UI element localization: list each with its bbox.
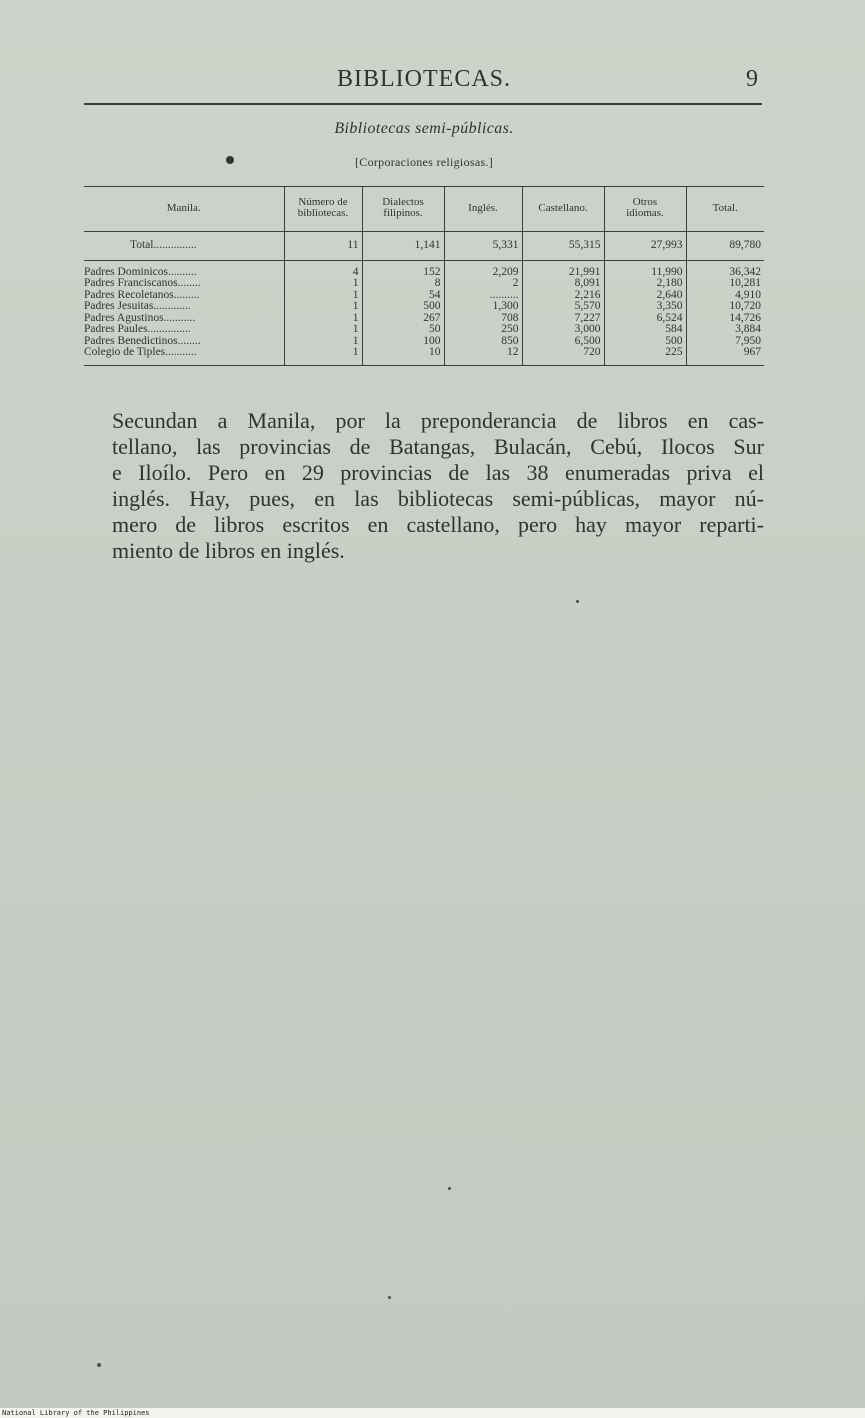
header-total — [686, 187, 764, 232]
table-cell: 267 — [362, 313, 444, 325]
table-cell: 11 — [284, 232, 362, 261]
header-text: Manila. — [166, 201, 201, 214]
table-cell: 2 — [444, 278, 522, 290]
table-cell: 152 — [362, 260, 444, 278]
header-manila — [84, 187, 284, 232]
table-cell: 21,991 — [522, 260, 604, 278]
table-cell: 7,950 — [686, 336, 764, 348]
table-cell: 3,350 — [604, 301, 686, 313]
header-text: idiomas. — [626, 207, 664, 219]
table-cell: 8,091 — [522, 278, 604, 290]
header-numero-bibliotecas — [284, 187, 362, 232]
running-head — [84, 66, 764, 106]
header-text: Número de — [298, 196, 348, 208]
table-cell: 4,910 — [686, 290, 764, 302]
table-cell: 500 — [362, 301, 444, 313]
table-row — [84, 301, 764, 313]
header-rule — [84, 103, 762, 105]
body-paragraph — [112, 408, 764, 564]
table-cell: Padres Benedictinos........ — [84, 334, 201, 347]
header-text: filipinos. — [383, 207, 423, 219]
table-cell: 27,993 — [604, 232, 686, 261]
header-text: Inglés. — [468, 201, 498, 214]
table-cell: 225 — [604, 347, 686, 365]
table-cell: 1 — [284, 278, 362, 290]
table-cell: 6,500 — [522, 336, 604, 348]
table-cell: 10,720 — [686, 301, 764, 313]
table-cell: 5,570 — [522, 301, 604, 313]
table-cell: Total............... — [84, 232, 284, 261]
text-line: tellano, las provincias de Batangas, Bulacán, Cebú, Ilocos Sur — [112, 434, 764, 459]
table-cell: 10,281 — [686, 278, 764, 290]
table-cell: 54 — [362, 290, 444, 302]
table-cell: 7,227 — [522, 313, 604, 325]
header-text: Castellano. — [538, 201, 588, 214]
header-ingles — [444, 187, 522, 232]
table-cell: 4 — [284, 260, 362, 278]
table-row — [84, 347, 764, 365]
table-cell: 6,524 — [604, 313, 686, 325]
library-credit: National Library of the Philippines — [2, 1409, 150, 1417]
table-cell: 2,640 — [604, 290, 686, 302]
table-cell: 1 — [284, 301, 362, 313]
text-line: mero de libros escritos en castellano, pero hay mayor reparti- — [112, 512, 764, 537]
paper-speck — [448, 1187, 451, 1190]
table-cell: 2,180 — [604, 278, 686, 290]
table-cell: 1 — [284, 347, 362, 365]
header-text: Total. — [712, 201, 738, 214]
table-cell: 1,141 — [362, 232, 444, 261]
header-text: bibliotecas. — [297, 207, 349, 219]
table-cell: 1 — [284, 336, 362, 348]
text-line: inglés. Hay, pues, en las bibliotecas semi-públicas, mayor nú- — [112, 486, 764, 511]
table-cell: Padres Agustinos........... — [84, 311, 196, 324]
header-castellano — [522, 187, 604, 232]
table-cell: 50 — [362, 324, 444, 336]
table-row — [84, 260, 764, 278]
table-cell: 11,990 — [604, 260, 686, 278]
table-cell: 2,209 — [444, 260, 522, 278]
table-subtitle: [Corporaciones religiosas.] — [354, 155, 494, 169]
table-row — [84, 278, 764, 290]
table-cell: 55,315 — [522, 232, 604, 261]
table-cell: 100 — [362, 336, 444, 348]
paper-speck — [388, 1296, 391, 1299]
table-cell: 89,780 — [686, 232, 764, 261]
table-cell: Padres Dominicos.......... — [84, 265, 197, 278]
header-dialectos-filipinos — [362, 187, 444, 232]
header-otros-idiomas — [604, 187, 686, 232]
table-cell: 1 — [284, 324, 362, 336]
table-cell: 720 — [522, 347, 604, 365]
table-cell: 250 — [444, 324, 522, 336]
table-cell: .......... — [444, 290, 522, 302]
table-cell: 14,726 — [686, 313, 764, 325]
table-cell: 2,216 — [522, 290, 604, 302]
table-cell: 850 — [444, 336, 522, 348]
header-text: Otros — [632, 196, 658, 208]
table-cell: 10 — [362, 347, 444, 365]
table-cell: 1 — [284, 290, 362, 302]
page-number: 9 — [746, 66, 758, 92]
table-row — [84, 324, 764, 336]
table-cell: 584 — [604, 324, 686, 336]
table-cell: 1 — [284, 313, 362, 325]
table-cell: 12 — [444, 347, 522, 365]
table-cell: Colegio de Tiples........... — [84, 347, 284, 365]
table-cell: 36,342 — [686, 260, 764, 278]
header-text: Dialectos — [382, 196, 424, 208]
text-line: e Iloílo. Pero en 29 provincias de las 38 enumeradas priva el — [112, 460, 764, 485]
table-title: Bibliotecas semi-públicas. — [334, 120, 514, 137]
table-cell: Padres Franciscanos........ — [84, 277, 201, 289]
paper-speck — [97, 1363, 101, 1367]
table-cell: 5,331 — [444, 232, 522, 261]
table-cell: 8 — [362, 278, 444, 290]
table-cell: Padres Jesuitas............. — [84, 300, 191, 312]
paper-speck — [576, 600, 579, 603]
running-title: BIBLIOTECAS. — [337, 66, 511, 92]
table-cell: 967 — [686, 347, 764, 365]
table-cell: 500 — [604, 336, 686, 348]
table-cell: Padres Recoletanos......... — [84, 288, 200, 301]
table-cell: 3,000 — [522, 324, 604, 336]
text-line: miento de libros en inglés. — [112, 538, 345, 563]
table-cell: 3,884 — [686, 324, 764, 336]
table-header-row — [84, 187, 764, 232]
total-row — [84, 232, 764, 261]
table-cell: 1,300 — [444, 301, 522, 313]
table-cell: 708 — [444, 313, 522, 325]
text-line: Secundan a Manila, por la preponderancia de libros en cas- — [112, 408, 764, 433]
table-cell: Padres Paules............... — [84, 323, 191, 335]
library-table — [84, 186, 764, 366]
